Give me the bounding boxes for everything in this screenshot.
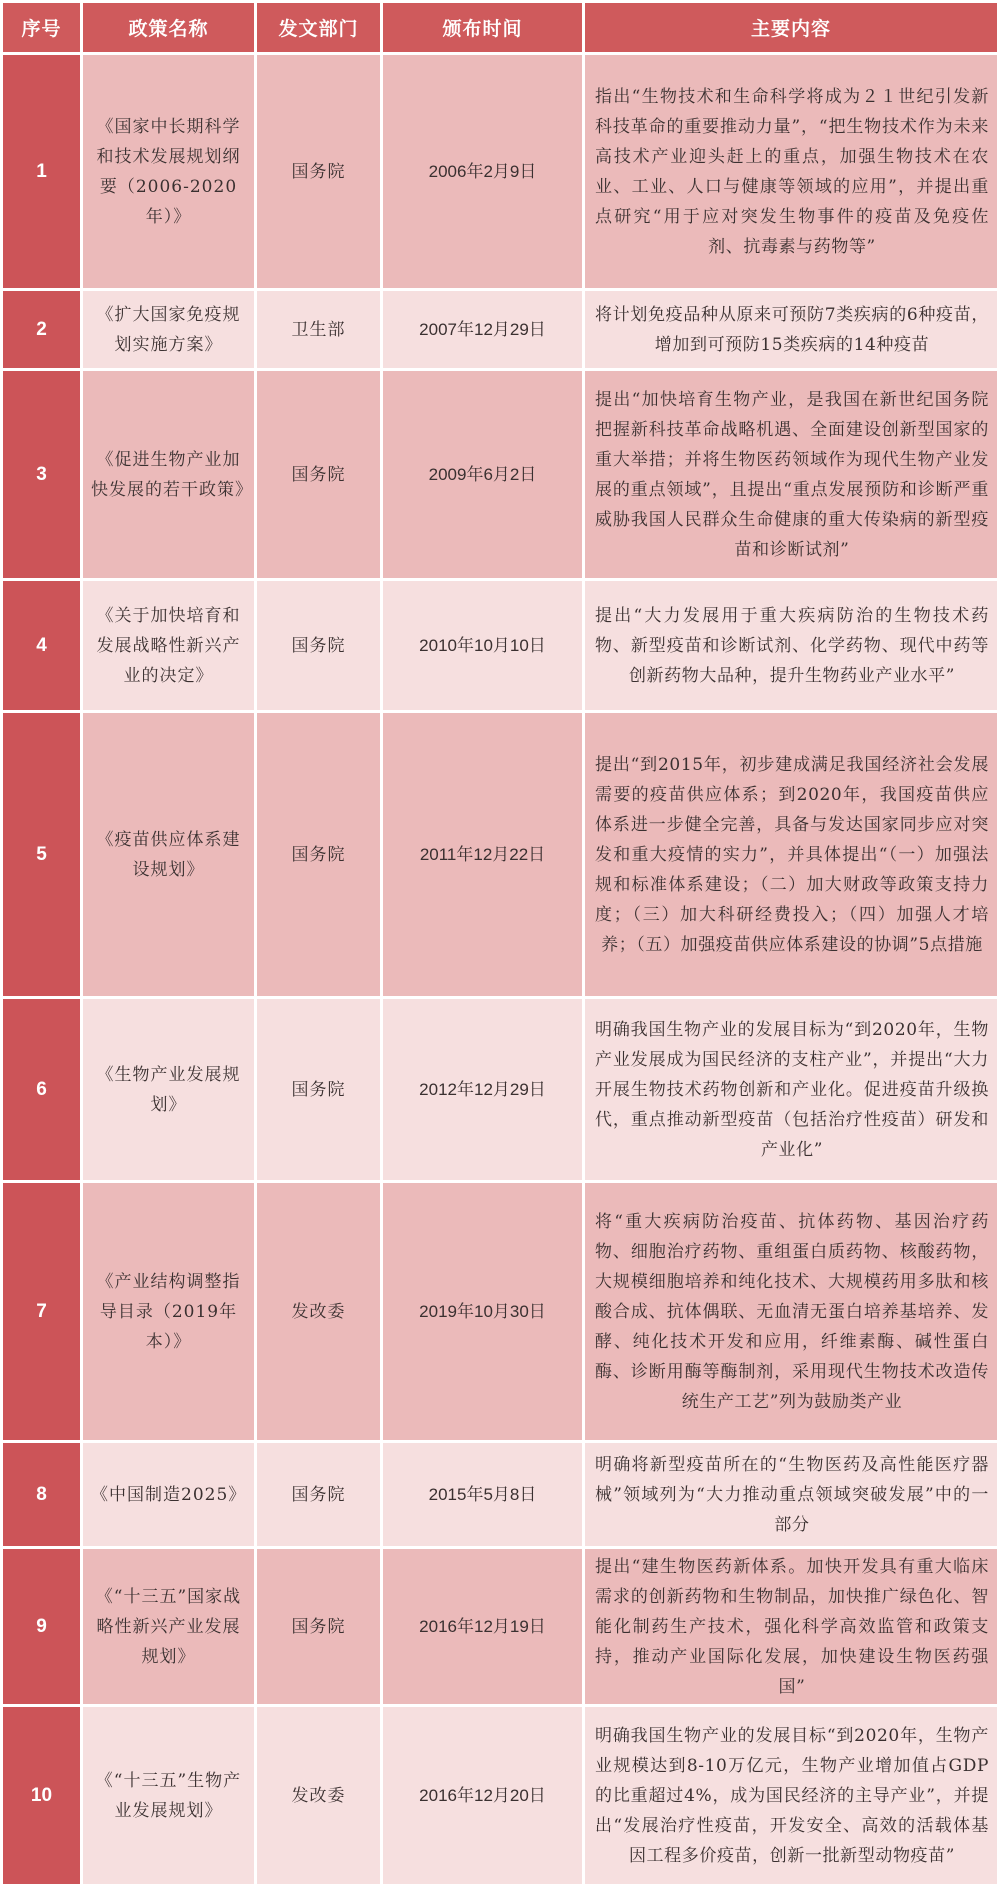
issue-date: 2016年12月19日 <box>382 1548 584 1706</box>
issuing-department: 国务院 <box>256 998 382 1182</box>
issue-date: 2011年12月22日 <box>382 712 584 998</box>
table-row <box>2 712 997 998</box>
issue-date: 2015年5月8日 <box>382 1442 584 1548</box>
row-seq: 3 <box>2 370 82 580</box>
issuing-department: 国务院 <box>256 712 382 998</box>
policy-name: 《“十三五”生物产业发展规划》 <box>82 1706 256 1886</box>
main-content: 提出“大力发展用于重大疾病防治的生物技术药物、新型疫苗和诊断试剂、化学药物、现代中药等创新药物大品种，提升生物药业产业水平” <box>584 580 997 712</box>
row-seq: 5 <box>2 712 82 998</box>
issuing-department: 国务院 <box>256 580 382 712</box>
issuing-department: 发改委 <box>256 1182 382 1442</box>
table-row <box>2 1442 997 1548</box>
header-policy-name: 政策名称 <box>82 2 256 54</box>
row-seq: 4 <box>2 580 82 712</box>
table-row <box>2 54 997 290</box>
header-issue-date: 颁布时间 <box>382 2 584 54</box>
table-row <box>2 290 997 370</box>
issue-date: 2010年10月10日 <box>382 580 584 712</box>
issue-date: 2016年12月20日 <box>382 1706 584 1886</box>
policy-name: 《关于加快培育和发展战略性新兴产业的决定》 <box>82 580 256 712</box>
main-content: 明确我国生物产业的发展目标为“到2020年，生物产业发展成为国民经济的支柱产业”，并提出“大力开展生物技术药物创新和产业化。促进疫苗升级换代，重点推动新型疫苗（包括治疗性疫苗）研发和产业化” <box>584 998 997 1182</box>
policy-name: 《生物产业发展规划》 <box>82 998 256 1182</box>
table-row <box>2 1548 997 1706</box>
policy-name: 《中国制造2025》 <box>82 1442 256 1548</box>
header-main-content: 主要内容 <box>584 2 997 54</box>
main-content: 明确将新型疫苗所在的“生物医药及高性能医疗器械”领域列为“大力推动重点领域突破发展”中的一部分 <box>584 1442 997 1548</box>
issue-date: 2009年6月2日 <box>382 370 584 580</box>
policy-name: 《扩大国家免疫规划实施方案》 <box>82 290 256 370</box>
issuing-department: 国务院 <box>256 1442 382 1548</box>
table-row <box>2 998 997 1182</box>
policy-name: 《疫苗供应体系建设规划》 <box>82 712 256 998</box>
issuing-department: 国务院 <box>256 1548 382 1706</box>
header-issuing-department: 发文部门 <box>256 2 382 54</box>
main-content: 明确我国生物产业的发展目标“到2020年，生物产业规模达到8-10万亿元，生物产业增加值占GDP的比重超过4%，成为国民经济的主导产业”，并提出“发展治疗性疫苗，开发安全、高效的活载体基因工程多价疫苗，创新一批新型动物疫苗” <box>584 1706 997 1886</box>
row-seq: 6 <box>2 998 82 1182</box>
policy-name: 《促进生物产业加快发展的若干政策》 <box>82 370 256 580</box>
table-row <box>2 1706 997 1886</box>
policy-name: 《产业结构调整指导目录（2019年本）》 <box>82 1182 256 1442</box>
issue-date: 2007年12月29日 <box>382 290 584 370</box>
issuing-department: 发改委 <box>256 1706 382 1886</box>
issuing-department: 国务院 <box>256 370 382 580</box>
row-seq: 2 <box>2 290 82 370</box>
table-row <box>2 370 997 580</box>
main-content: 将“重大疾病防治疫苗、抗体药物、基因治疗药物、细胞治疗药物、重组蛋白质药物、核酸药物，大规模细胞培养和纯化技术、大规模药用多肽和核酸合成、抗体偶联、无血清无蛋白培养基培养、发酵、纯化技术开发和应用，纤维素酶、碱性蛋白酶、诊断用酶等酶制剂，采用现代生物技术改造传统生产工艺”列为鼓励类产业 <box>584 1182 997 1442</box>
row-seq: 9 <box>2 1548 82 1706</box>
policy-name: 《“十三五”国家战略性新兴产业发展规划》 <box>82 1548 256 1706</box>
table-row <box>2 580 997 712</box>
main-content: 提出“加快培育生物产业，是我国在新世纪国务院把握新科技革命战略机遇、全面建设创新型国家的重大举措；并将生物医药领域作为现代生物产业发展的重点领域”，且提出“重点发展预防和诊断严重威胁我国人民群众生命健康的重大传染病的新型疫苗和诊断试剂” <box>584 370 997 580</box>
main-content: 提出“建生物医药新体系。加快开发具有重大临床需求的创新药物和生物制品，加快推广绿色化、智能化制药生产技术，强化科学高效监管和政策支持，推动产业国际化发展，加快建设生物医药强国” <box>584 1548 997 1706</box>
header-row <box>2 2 997 54</box>
main-content: 将计划免疫品种从原来可预防7类疾病的6种疫苗，增加到可预防15类疾病的14种疫苗 <box>584 290 997 370</box>
main-content: 指出“生物技术和生命科学将成为２１世纪引发新科技革命的重要推动力量”，“把生物技术作为未来高技术产业迎头赶上的重点，加强生物技术在农业、工业、人口与健康等领域的应用”，并提出重点研究“用于应对突发生物事件的疫苗及免疫佐剂、抗毒素与药物等” <box>584 54 997 290</box>
issue-date: 2019年10月30日 <box>382 1182 584 1442</box>
table-row <box>2 1182 997 1442</box>
header-seq: 序号 <box>2 2 82 54</box>
row-seq: 1 <box>2 54 82 290</box>
row-seq: 8 <box>2 1442 82 1548</box>
issue-date: 2006年2月9日 <box>382 54 584 290</box>
policy-name: 《国家中长期科学和技术发展规划纲要（2006-2020年）》 <box>82 54 256 290</box>
issuing-department: 卫生部 <box>256 290 382 370</box>
issue-date: 2012年12月29日 <box>382 998 584 1182</box>
row-seq: 7 <box>2 1182 82 1442</box>
issuing-department: 国务院 <box>256 54 382 290</box>
main-content: 提出“到2015年，初步建成满足我国经济社会发展需要的疫苗供应体系；到2020年，我国疫苗供应体系进一步健全完善，具备与发达国家同步应对突发和重大疫情的实力”，并具体提出“（一）加强法规和标准体系建设；（二）加大财政等政策支持力度；（三）加大科研经费投入；（四）加强人才培养；（五）加强疫苗供应体系建设的协调”5点措施 <box>584 712 997 998</box>
row-seq: 10 <box>2 1706 82 1886</box>
